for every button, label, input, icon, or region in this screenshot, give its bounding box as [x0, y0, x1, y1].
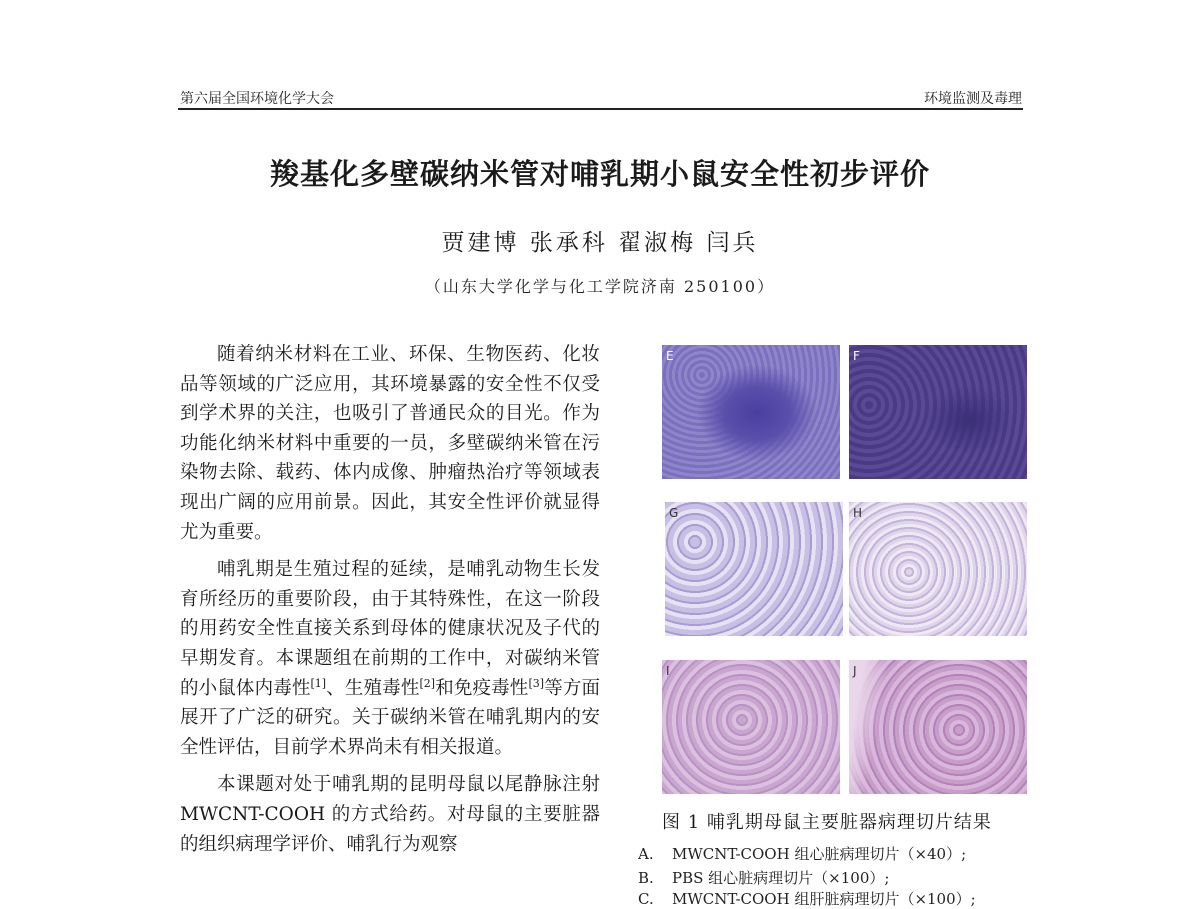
legend-text: PBS 组心脏病理切片（×100）;	[672, 869, 890, 887]
paragraph-1: 随着纳米材料在工业、环保、生物医药、化妆品等领域的广泛应用，其环境暴露的安全性不仅受到学术界的关注，也吸引了普通民众的目光。作为功能化纳米材料中重要的一员，多壁碳纳米管在污染物去除、载药、体内成像、肿瘤热治疗等领域表现出广阔的应用前景。因此，其安全性评价就显得尤为重要。	[180, 344, 600, 543]
legend-key: A.	[638, 845, 654, 863]
legend-text: MWCNT-COOH 组肝脏病理切片（×100）;	[672, 890, 976, 908]
panel-label: F	[853, 349, 860, 363]
affiliation: （山东大学化学与化工学院济南 250100）	[424, 277, 776, 296]
legend-text: MWCNT-COOH 组心脏病理切片（×40）;	[672, 845, 967, 863]
paragraph-3: 本课题对处于哺乳期的昆明母鼠以尾静脉注射 MWCNT-COOH 的方式给药。对母鼠的主要脏器的组织病理学评价、哺乳行为观察	[180, 774, 600, 855]
figure-panel-h	[849, 502, 1027, 636]
paragraph-2-part-b: 、生殖毒性	[326, 677, 420, 699]
figure-panel-i	[662, 660, 840, 794]
paragraph-2-part-c: 和免疫毒性	[435, 677, 529, 699]
figure-panel-j	[849, 660, 1027, 794]
panel-label: E	[666, 349, 674, 363]
figure-panel-g	[665, 502, 843, 636]
header-divider	[178, 108, 1023, 110]
citation-1[interactable]: [1]	[310, 676, 327, 690]
authors: 贾建博 张承科 翟淑梅 闫兵	[441, 230, 759, 256]
legend-key: C.	[638, 890, 654, 908]
panel-label: G	[669, 506, 679, 520]
paper-title: 羧基化多壁碳纳米管对哺乳期小鼠安全性初步评价	[269, 157, 930, 191]
figure-legend-item	[638, 867, 889, 888]
citation-2[interactable]: [2]	[419, 676, 436, 690]
figure-legend-item	[638, 888, 976, 909]
body-text-column	[180, 340, 600, 867]
figure-panel-f	[849, 345, 1027, 479]
paragraph-2-part-d: 等方面展开了广泛的研究。关于碳纳米管在哺乳期内的安全性评估，目前学术界尚未有相关报道。	[180, 677, 600, 758]
paragraph-2	[180, 555, 600, 762]
figure-caption: 图 1 哺乳期母鼠主要脏器病理切片结果	[662, 812, 992, 833]
paragraph-2-part-a: 哺乳期是生殖过程的延续，是哺乳动物生长发育所经历的重要阶段，由于其特殊性，在这一阶段的用药安全性直接关系到母体的健康状况及子代的早期发育。本课题组在前期的工作中，对碳纳米管的小鼠体内毒性	[180, 559, 600, 699]
running-header-conference: 第六届全国环境化学大会	[180, 91, 334, 107]
running-header-section: 环境监测及毒理	[924, 91, 1022, 107]
legend-key: B.	[638, 869, 654, 887]
panel-label: H	[853, 506, 863, 520]
citation-3[interactable]: [3]	[528, 676, 545, 690]
figure-panel-e	[662, 345, 840, 479]
figure-legend-item	[638, 843, 966, 864]
panel-label: J	[853, 664, 857, 678]
panel-label: I	[666, 664, 670, 678]
